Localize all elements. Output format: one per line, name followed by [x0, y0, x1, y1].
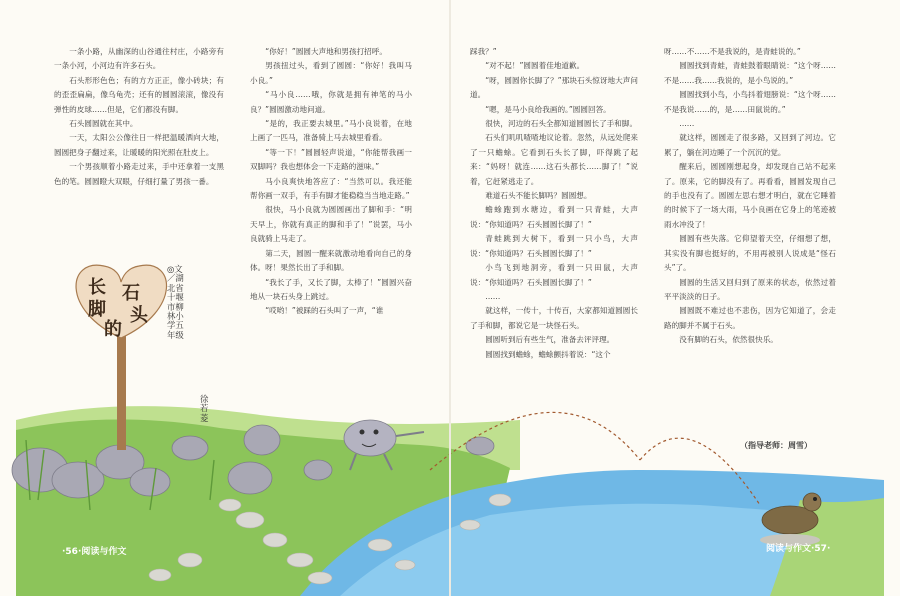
- paragraph: 一个男孩顺着小路走过来，手中还拿着一支黑色的笔。圆圆瞪大双眼，仔细打量了男孩一番。: [54, 162, 224, 186]
- paragraph: 马小良爽快地答应了：“当然可以。我还能帮你画一双手，有手有脚才能稳稳当当地走路。”: [250, 176, 412, 201]
- author-name: 徐若菱: [200, 394, 209, 423]
- paragraph: 一天，太阳公公像往日一样把温暖洒向大地，圆圆把身子翻过来，让暖暖的阳光照在肚皮上。: [54, 133, 224, 157]
- paragraph: ……: [679, 119, 695, 129]
- paragraph: “嗯，是马小良给我画的。”圆圆回答。: [485, 104, 611, 114]
- paragraph: 醒来后，圆圆刚想起身，却发现自己站不起来了。原来，它的脚没有了。再看看，圆圆发现自己的手也没有了。圆圆左思右想才明白，就在它睡着的时候下了一场大雨，马小良画在它身上的笔迹被雨水冲没了！: [664, 162, 836, 229]
- teacher-credit: （指导老师：周雪）: [740, 441, 812, 450]
- paragraph: 圆圆找到蟾蜍，蟾蜍颤抖着说：“这个: [485, 349, 611, 359]
- paragraph: 男孩扭过头，看到了圆圆：“你好！我叫马小良。”: [250, 61, 412, 85]
- paragraph: 圆圆的生活又回归到了原来的状态，依然过着平平淡淡的日子。: [664, 277, 836, 301]
- paragraph: 很快，马小良就为圆圆画出了脚和手：“明天早上，你就有真正的脚和手了！”说罢，马小良就骑上马走了。: [250, 205, 412, 244]
- paragraph: 一条小路，从幽深的山谷通往村庄，小路旁有一条小河，小河边有许多石头。: [54, 47, 224, 71]
- page-number-right: 阅读与作文·57·: [766, 544, 831, 554]
- paragraph: 第二天，圆圆一醒来就激动地看向自己的身体。呀！果然长出了手和脚。: [250, 248, 412, 273]
- title-char: 长: [88, 277, 106, 298]
- paragraph: “等一下！”圆圆轻声说道，“你能帮我画一双脚吗？我也想体会一下走路的滋味。”: [250, 147, 412, 172]
- paragraph: 踩我？”: [470, 47, 497, 56]
- text-column-3: [470, 45, 638, 362]
- article-title: [74, 265, 168, 343]
- paragraph: “对不起！”圆圆着佳地道歉。: [485, 61, 585, 71]
- paragraph: “哎哟！”被踩的石头叫了一声，“谁: [265, 306, 384, 316]
- paragraph: 石头形形色色；有的方方正正，像小砖块；有的歪歪扁扁，像乌龟壳；还有的圆圆滚滚，像没有弹性的皮球……但是，它们都没有脚。: [54, 75, 224, 114]
- text-column-1: [54, 45, 224, 189]
- paragraph: 很快，河边的石头全都知道圆圆长了手和脚。: [485, 119, 638, 129]
- paragraph: “呀，圆圆你长脚了？”那块石头惊讶地大声问道。: [470, 75, 638, 100]
- paragraph: 难道石头不能长脚吗？圆圆想。: [485, 191, 592, 201]
- text-column-4: [664, 45, 836, 348]
- paragraph: 圆圆既不难过也不悲伤，因为它知道了，会走路的脚并不属于石头。: [664, 306, 836, 330]
- text-column-2: [250, 45, 412, 319]
- paragraph: 圆圆找到小鸟，小鸟抖着翅膀说：“这个呀……不是我说……的，是……田鼠说的。”: [664, 90, 836, 114]
- author-byline: ◎文／湖北省十堰市柳林小学五年级: [167, 264, 184, 340]
- paragraph: “马小良……哦，你就是拥有神笔的马小良？”圆圆激动地问道。: [250, 90, 412, 114]
- paragraph: 小鸟飞到地洞旁，看到一只田鼠，大声说：“你知道吗？石头圆圆长脚了！”: [470, 263, 638, 287]
- title-char: 脚: [88, 299, 106, 320]
- paragraph: 圆圆有些失落。它仰望着天空，仔细想了想，其实没有脚也挺好的，不用再被别人说成是“怪石头”了。: [664, 234, 836, 273]
- title-char: 头: [130, 305, 148, 326]
- paragraph: 就这样，一传十，十传百，大家都知道圆圆长了手和脚，都说它是一块怪石头。: [470, 306, 638, 330]
- title-char: 石: [122, 283, 140, 304]
- paragraph: 就这样，圆圆走了很多路，又回到了河边。它累了，躺在河边睡了一个沉沉的觉。: [664, 133, 836, 157]
- paragraph: “你好！”圆圆大声地和男孩打招呼。: [265, 47, 387, 56]
- page-gutter: [449, 0, 451, 596]
- paragraph: 没有脚的石头，依然很快乐。: [679, 335, 778, 345]
- paragraph: 石头圆圆就在其中。: [69, 119, 138, 129]
- page-number-left: ·56·阅读与作文: [62, 547, 127, 557]
- paragraph: 石头们叽叽喳喳地议论着。忽然，从远处爬来了一只蟾蜍。它看到石头长了脚，吓得跳了起来：“妈呀！就连……这石头都长……脚了！”说着，它赶紧逃走了。: [470, 133, 638, 186]
- paragraph: 圆圆听到后有些生气，准备去评评理。: [485, 335, 615, 345]
- paragraph: “是的，我正要去城里。”马小良说着，在地上画了一匹马，准备骑上马去城里看看。: [250, 119, 412, 143]
- paragraph: 青蛙跳到大树下，看到一只小鸟，大声说：“你知道吗？石头圆圆长脚了！”: [470, 234, 638, 258]
- paragraph: “我长了手，又长了脚，太棒了！”圆圆兴奋地从一块石头身上跳过。: [250, 277, 412, 301]
- paragraph: 圆圆找到青蛙，青蛙鼓着眼睛说：“这个呀……不是……我……我说的，是小鸟说的。”: [664, 61, 836, 85]
- title-char: 的: [104, 319, 122, 340]
- paragraph: 呀……不……不是我说的，是青蛙说的。”: [664, 47, 801, 56]
- paragraph: ……: [485, 291, 501, 301]
- paragraph: 蟾蜍跑到水塘边，看到一只青蛙，大声说：“你知道吗？石头圆圆长脚了！”: [470, 205, 638, 229]
